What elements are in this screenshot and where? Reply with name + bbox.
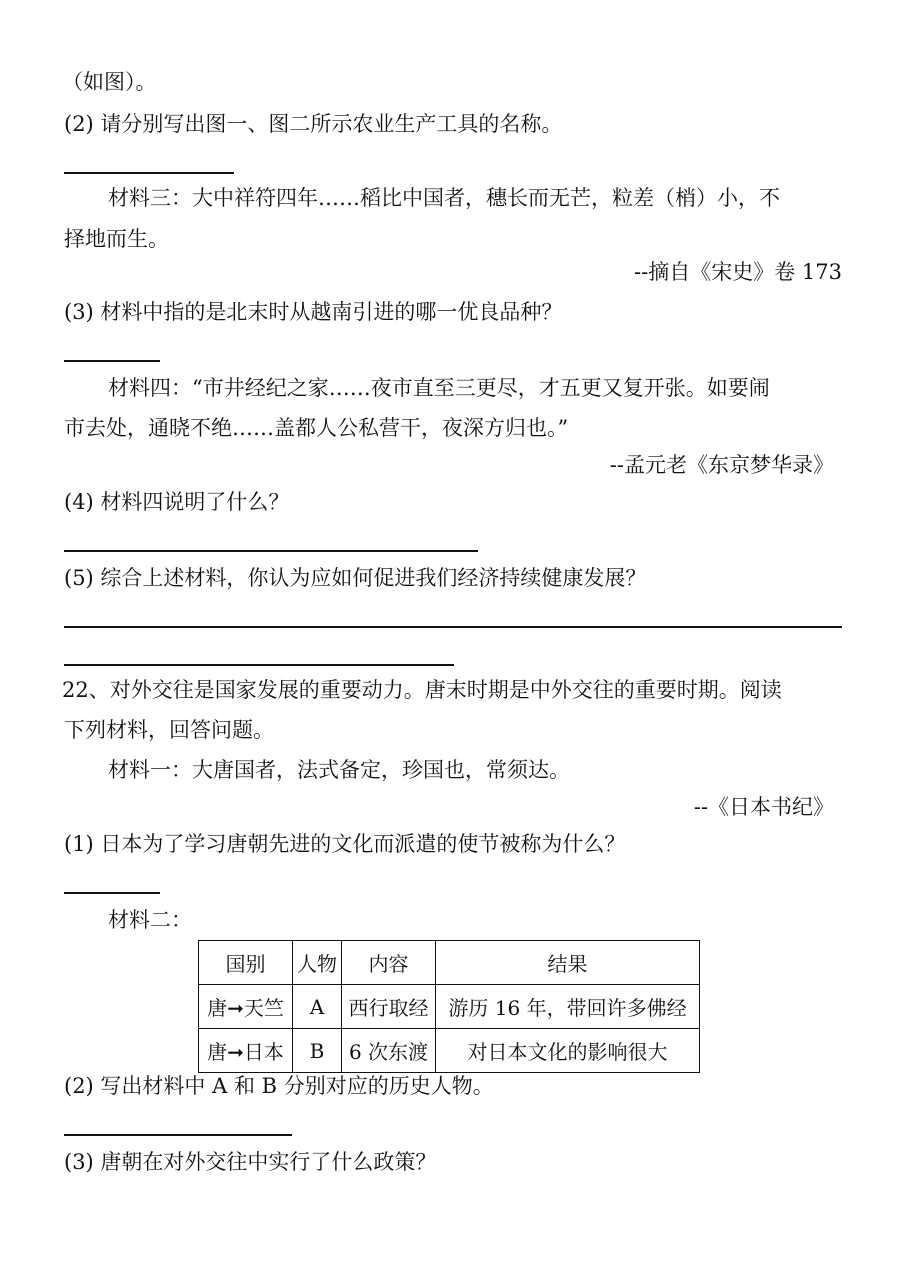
question-22-3: (3) 唐朝在对外交往中实行了什么政策？ xyxy=(64,1150,437,1174)
question-22-2: (2) 写出材料中 A 和 B 分别对应的历史人物。 xyxy=(64,1074,494,1098)
answer-blank[interactable] xyxy=(64,172,234,174)
answer-blank[interactable] xyxy=(64,360,160,362)
material-2-label: 材料二： xyxy=(108,908,192,932)
exchange-table xyxy=(198,940,700,1073)
table-header: 内容 xyxy=(342,941,436,985)
table-cell: 6 次东渡 xyxy=(342,1029,436,1073)
answer-blank[interactable] xyxy=(64,664,454,666)
material-4: 材料四：“市井经纪之家……夜市直至三更尽，才五更又复开张。如要闹 xyxy=(108,376,770,400)
table-cell: 游历 16 年，带回许多佛经 xyxy=(436,985,700,1029)
material-1: 材料一：大唐国者，法式备定，珍国也，常须达。 xyxy=(108,758,570,782)
material-4-cont: 市去处，通晓不绝……盖都人公私营干，夜深方归也。” xyxy=(64,416,569,440)
answer-blank[interactable] xyxy=(64,626,842,628)
question-22-stem-cont: 下列材料，回答问题。 xyxy=(64,718,274,742)
table-cell: 唐➞日本 xyxy=(199,1029,293,1073)
table-cell: B xyxy=(293,1029,342,1073)
question-5: (5) 综合上述材料，你认为应如何促进我们经济持续健康发展？ xyxy=(64,566,647,590)
material-3-cont: 择地而生。 xyxy=(64,227,169,251)
answer-blank[interactable] xyxy=(64,1134,292,1136)
material-4-source: --孟元老《东京梦华录》 xyxy=(609,453,834,477)
question-4: (4) 材料四说明了什么？ xyxy=(64,490,290,514)
table-header-row xyxy=(199,941,700,985)
question-2: (2) 请分别写出图一、图二所示农业生产工具的名称。 xyxy=(64,112,563,136)
table-cell: 对日本文化的影响很大 xyxy=(436,1029,700,1073)
question-3: (3) 材料中指的是北末时从越南引进的哪一优良品种？ xyxy=(64,300,563,324)
answer-blank[interactable] xyxy=(64,550,478,552)
table-row xyxy=(199,1029,700,1073)
table-header: 人物 xyxy=(293,941,342,985)
material-1-source: --《日本书纪》 xyxy=(693,795,834,819)
question-22-1: (1) 日本为了学习唐朝先进的文化而派遣的使节被称为什么？ xyxy=(64,832,626,856)
text-line: （如图）。 xyxy=(62,70,157,94)
table-header: 国别 xyxy=(199,941,293,985)
table-header: 结果 xyxy=(436,941,700,985)
table-cell: 唐➞天竺 xyxy=(199,985,293,1029)
question-22-stem: 22、对外交往是国家发展的重要动力。唐末时期是中外交往的重要时期。阅读 xyxy=(62,678,782,702)
material-3: 材料三：大中祥符四年……稻比中国者，穗长而无芒，粒差（梢）小，不 xyxy=(108,186,780,210)
table-cell: A xyxy=(293,985,342,1029)
table-cell: 西行取经 xyxy=(342,985,436,1029)
answer-blank[interactable] xyxy=(64,892,160,894)
table-row xyxy=(199,985,700,1029)
material-3-source: --摘自《宋史》卷 173 xyxy=(634,260,842,284)
